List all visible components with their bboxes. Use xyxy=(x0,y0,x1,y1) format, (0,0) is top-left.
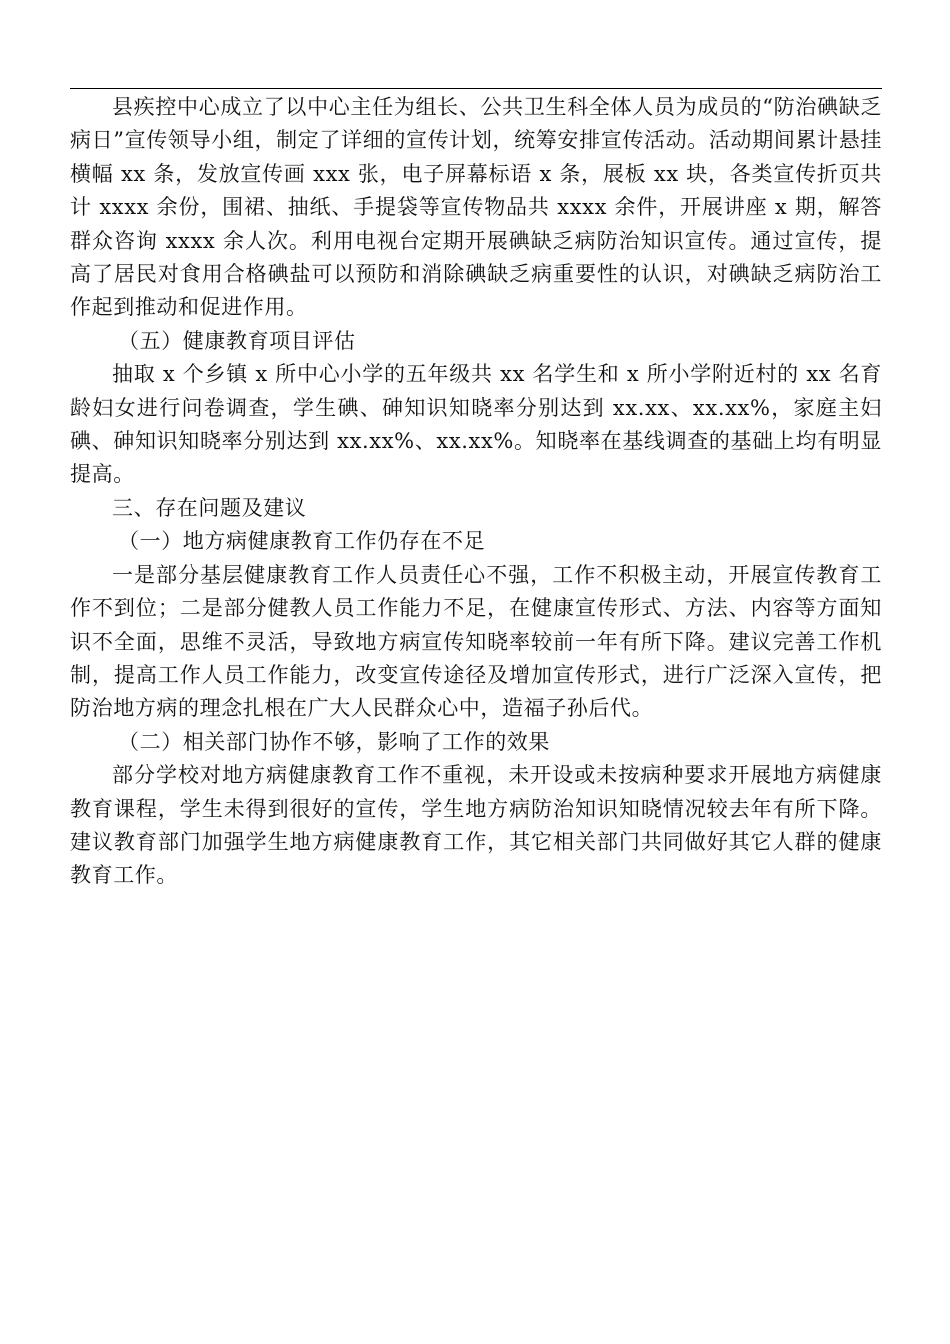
document-body xyxy=(70,91,882,893)
paragraph-shortcomings: 一是部分基层健康教育工作人员责任心不强，工作不积极主动，开展宣传教育工作不到位；二是部分健教人员工作能力不足，在健康宣传形式、方法、内容等方面知识不全面，思维不灵活，导致地方病宣传知晓率较前一年有所下降。建议完善工作机制，提高工作人员工作能力，改变宣传途径及增加宣传形式，进行广泛深入宣传，把防治地方病的理念扎根在广大人民群众心中，造福子孙后代。 xyxy=(70,562,882,721)
subheading-project-evaluation: （五）健康教育项目评估 xyxy=(118,328,356,353)
section-heading-problems: 三、存在问题及建议 xyxy=(112,495,307,520)
subheading-shortcomings: （一）地方病健康教育工作仍存在不足 xyxy=(118,529,486,554)
subheading-cooperation: （二）相关部门协作不够，影响了工作的效果 xyxy=(118,729,550,754)
paragraph-publicity-activities: 县疾控中心成立了以中心主任为组长、公共卫生科全体人员为成员的“防治碘缺乏病日”宣传领导小组，制定了详细的宣传计划，统筹安排宣传活动。活动期间累计悬挂横幅 xx 条，发放宣传画 xxx 张，电子屏幕标语 x 条，展板 xx 块，各类宣传折页共计 xxxx 余份，围裙、抽纸、手提袋等宣传物品共 xxxx 余件，开展讲座 x 期，解答群众咨询 xxxx 余人次。利用电视台定期开展碘缺乏病防治知识宣传。通过宣传，提高了居民对食用合格碘盐可以预防和消除碘缺乏病重要性的认识，对碘缺乏病防治工作起到推动和促进作用。 xyxy=(70,95,882,320)
paragraph-evaluation-results: 抽取 x 个乡镇 x 所中心小学的五年级共 xx 名学生和 x 所小学附近村的 xx 名育龄妇女进行问卷调查，学生碘、砷知识知晓率分别达到 xx.xx、xx.xx%，家庭主妇碘、砷知识知晓率分别达到 xx.xx%、xx.xx%。知晓率在基线调查的基础上均有明显提高。 xyxy=(70,362,882,487)
header-divider xyxy=(70,88,882,89)
paragraph-cooperation: 部分学校对地方病健康教育工作不重视，未开设或未按病种要求开展地方病健康教育课程，学生未得到很好的宣传，学生地方病防治知识知晓情况较去年有所下降。建议教育部门加强学生地方病健康教育工作，其它相关部门共同做好其它人群的健康教育工作。 xyxy=(70,763,882,888)
